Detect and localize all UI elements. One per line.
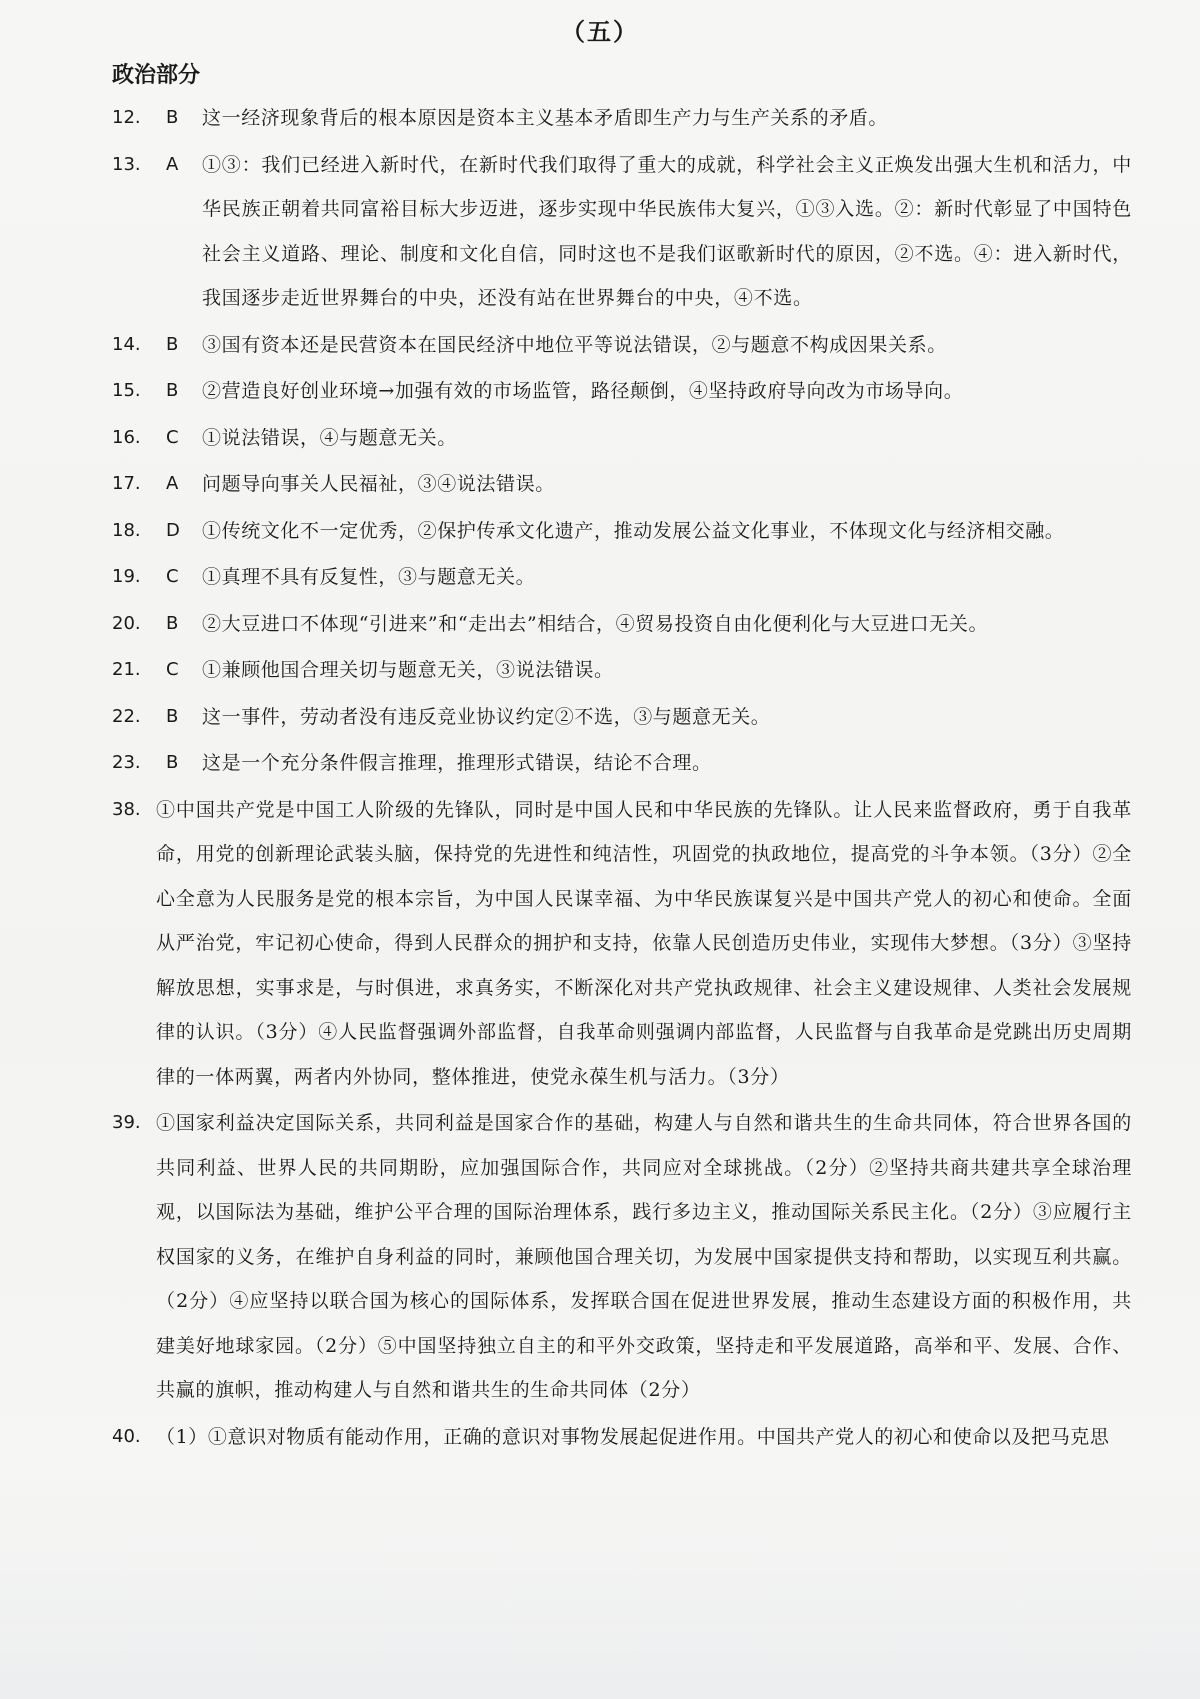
question-number: 16. — [112, 426, 141, 448]
answer-explanation: ②大豆进口不体现“引进来”和“走出去”相结合，④贸易投资自由化便利化与大豆进口无关。 — [202, 612, 989, 635]
question-number: 38. — [112, 798, 141, 820]
answer-item-16 — [112, 416, 1132, 461]
answer-explanation: ①兼顾他国合理关切与题意无关，③说法错误。 — [202, 659, 614, 681]
answer-choice: B — [166, 705, 179, 727]
essay-answer-39 — [112, 1101, 1132, 1413]
essay-answer-text: （1）①意识对物质有能动作用，正确的意识对事物发展起促进作用。中国共产党人的初心和使命以及把马克思 — [156, 1425, 1110, 1448]
question-number: 20. — [112, 612, 141, 634]
answer-explanation: ②营造良好创业环境→加强有效的市场监管，路径颠倒，④坚持政府导向改为市场导向。 — [202, 380, 964, 402]
question-number: 21. — [112, 659, 141, 680]
question-number: 15. — [112, 380, 141, 401]
answer-choice: B — [166, 107, 179, 128]
question-number: 12. — [112, 107, 141, 128]
question-number: 40. — [112, 1425, 141, 1447]
essay-answer-text: ①国家利益决定国际关系，共同利益是国家合作的基础，构建人与自然和谐共生的生命共同体，符合世界各国的共同利益、世界人民的共同期盼，应加强国际合作，共同应对全球挑战。（2分）②坚持共商共建共享全球治理观，以国际法为基础，维护公平合理的国际治理体系，践行多边主义，推动国际关系民主化。（2分）③应履行主权国家的义务，在维护自身利益的同时，兼顾他国合理关切，为发展中国家提供支持和帮助，以实现互利共赢。（2分）④应坚持以联合国为核心的国际体系，发挥联合国在促进世界发展，推动生态建设方面的积极作用，共建美好地球家园。（2分）⑤中国坚持独立自主的和平外交政策，坚持走和平发展道路，高举和平、发展、合作、共赢的旗帜，推动构建人与自然和谐共生的生命共同体（2分） — [156, 1112, 1132, 1401]
answer-explanation: 这一经济现象背后的根本原因是资本主义基本矛盾即生产力与生产关系的矛盾。 — [202, 107, 889, 129]
essay-answer-38 — [112, 788, 1132, 1100]
answer-choice: C — [166, 659, 179, 680]
question-number: 22. — [112, 705, 141, 727]
answer-choice: B — [166, 333, 179, 355]
question-number: 14. — [112, 333, 141, 355]
essay-answer-40 — [112, 1415, 1132, 1460]
answer-choice: A — [166, 153, 179, 175]
answer-choice: D — [166, 519, 180, 541]
answer-item-14 — [112, 323, 1132, 368]
answer-list — [112, 96, 1132, 1461]
answer-item-19 — [112, 555, 1132, 600]
answer-choice: B — [166, 752, 179, 773]
answer-choice: C — [166, 566, 179, 587]
answer-item-21 — [112, 648, 1132, 693]
answer-item-12 — [112, 96, 1132, 141]
question-number: 17. — [112, 473, 141, 494]
answer-explanation: 这是一个充分条件假言推理，推理形式错误，结论不合理。 — [202, 752, 712, 774]
question-number: 13. — [112, 153, 141, 175]
answer-choice: A — [166, 473, 179, 494]
answer-item-23 — [112, 741, 1132, 786]
answer-item-13 — [112, 143, 1132, 321]
question-number: 18. — [112, 519, 141, 541]
answer-explanation: ①③：我们已经进入新时代，在新时代我们取得了重大的成就，科学社会主义正焕发出强大生机和活力，中华民族正朝着共同富裕目标大步迈进，逐步实现中华民族伟大复兴，①③入选。②：新时代彰显了中国特色社会主义道路、理论、制度和文化自信，同时这也不是我们讴歌新时代的原因，②不选。④：进入新时代，我国逐步走近世界舞台的中央，还没有站在世界舞台的中央，④不选。 — [202, 153, 1132, 309]
answer-item-17 — [112, 462, 1132, 507]
question-number: 23. — [112, 752, 141, 773]
answer-choice: B — [166, 612, 179, 634]
section-title: 政治部分 — [112, 62, 201, 88]
page-header: （五） — [561, 17, 639, 46]
answer-item-22 — [112, 695, 1132, 740]
answer-explanation: 这一事件，劳动者没有违反竞业协议约定②不选，③与题意无关。 — [202, 705, 771, 728]
answer-explanation: 问题导向事关人民福祉，③④说法错误。 — [202, 473, 555, 495]
answer-item-15 — [112, 369, 1132, 414]
answer-explanation: ①传统文化不一定优秀，②保护传承文化遗产，推动发展公益文化事业，不体现文化与经济相交融。 — [202, 519, 1065, 542]
scan-smudge — [0, 1469, 1200, 1699]
question-number: 19. — [112, 566, 141, 587]
answer-choice: C — [166, 426, 179, 448]
answer-item-18 — [112, 509, 1132, 554]
answer-item-20 — [112, 602, 1132, 647]
question-number: 39. — [112, 1112, 141, 1133]
answer-choice: B — [166, 380, 179, 401]
answer-explanation: ①真理不具有反复性，③与题意无关。 — [202, 566, 536, 588]
essay-answer-text: ①中国共产党是中国工人阶级的先锋队，同时是中国人民和中华民族的先锋队。让人民来监督政府，勇于自我革命，用党的创新理论武装头脑，保持党的先进性和纯洁性，巩固党的执政地位，提高党的斗争本领。（3分）②全心全意为人民服务是党的根本宗旨，为中国人民谋幸福、为中华民族谋复兴是中国共产党人的初心和使命。全面从严治党，牢记初心使命，得到人民群众的拥护和支持，依靠人民创造历史伟业，实现伟大梦想。（3分）③坚持解放思想，实事求是，与时俱进，求真务实，不断深化对共产党执政规律、社会主义建设规律、人类社会发展规律的认识。（3分）④人民监督强调外部监督，自我革命则强调内部监督，人民监督与自我革命是党跳出历史周期律的一体两翼，两者内外协同，整体推进，使党永葆生机与活力。（3分） — [156, 798, 1132, 1088]
answer-explanation: ①说法错误，④与题意无关。 — [202, 426, 457, 449]
answer-explanation: ③国有资本还是民营资本在国民经济中地位平等说法错误，②与题意不构成因果关系。 — [202, 333, 947, 356]
